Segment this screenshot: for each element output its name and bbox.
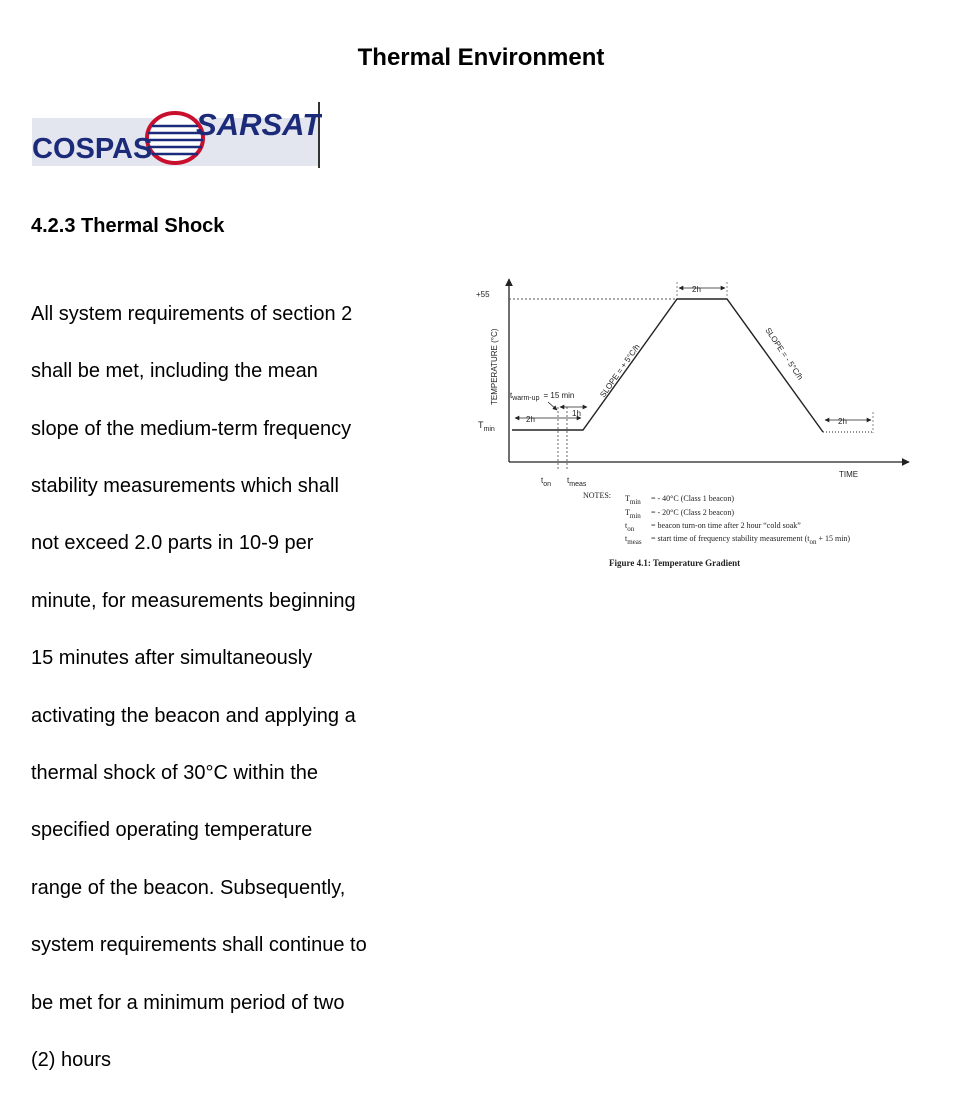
x-axis-label: TIME [839,470,859,479]
logo-text-sarsat: SARSAT [196,107,322,142]
body-line: not exceed 2.0 parts in 10-9 per [31,532,314,555]
temperature-gradient-figure [470,262,920,582]
body-line: activating the beacon and applying a [31,704,356,727]
cospas-sarsat-logo [30,100,322,170]
body-line: All system requirements of section 2 [31,302,353,325]
body-line: slope of the medium-term frequency [31,417,352,440]
logo-text-cospas: COSPAS [32,133,153,165]
temperature-profile-line [512,299,823,432]
t-meas-label: tmeas [567,476,587,488]
body-line: thermal shock of 30°C within the [31,761,319,784]
body-line: be met for a minimum period of two [31,991,345,1014]
slide-title: Thermal Environment [357,44,605,71]
note-row-text: = beacon turn-on time after 2 hour “cold soak” [651,521,801,530]
slope-up-label: SLOPE = + 5°C/h [598,342,642,400]
note-row: Tmin [625,508,641,520]
body-line: (2) hours [31,1048,112,1071]
body-line: system requirements shall continue to [31,934,367,957]
body-line: stability measurements which shall [31,474,339,497]
body-line: shall be met, including the mean [31,360,318,383]
note-row: Tmin [625,494,641,506]
warmup-label: twarm-up = 15 min [510,391,575,402]
body-line: minute, for measurements beginning [31,589,356,612]
slope-down-label: SLOPE = - 5°C/h [763,326,805,382]
note-row-text: = - 20°C (Class 2 beacon) [651,508,735,517]
body-line: range of the beacon. Subsequently, [31,876,346,899]
note-row: tmeas [625,534,642,546]
cold-soak-duration-label: 2h [526,415,535,424]
body-line: 15 minutes after simultaneously [31,647,313,670]
section-heading: 4.2.3 Thermal Shock [31,215,225,237]
figure-notes [583,491,850,568]
body-line: specified operating temperature [31,819,313,842]
globe-icon [147,113,203,163]
end-dwell-duration-label: 2h [838,417,847,426]
tick-label-tmin: $T_{min}$ [478,420,495,433]
notes-label: NOTES: [583,491,611,500]
figure-caption: Figure 4.1: Temperature Gradient [609,558,741,568]
section-body [31,271,441,1103]
note-row-text: = - 40°C (Class 1 beacon) [651,494,735,503]
y-axis-label: TEMPERATURE (°C) [490,328,499,405]
hot-dwell-duration-label: 2h [692,285,701,294]
note-row-text: = start time of frequency stability measurement (ton + 15 min) [651,534,851,546]
one-hour-label: 1h [572,409,581,418]
t-on-label: ton [541,476,552,488]
warmup-pointer-arrow [548,402,557,410]
tick-label-plus55: +55 [476,290,490,299]
note-row: ton [625,521,635,533]
